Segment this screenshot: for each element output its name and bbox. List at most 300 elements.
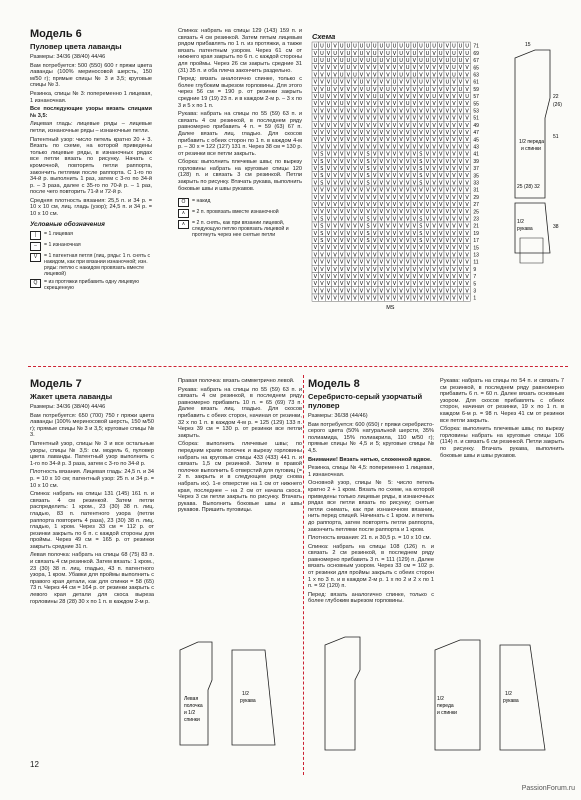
chart-row-number: 21: [473, 223, 479, 230]
chart-symbol: V: [339, 108, 344, 115]
chart-symbol: V: [405, 245, 410, 252]
chart-symbol: V: [405, 50, 410, 57]
chart-symbol: V: [432, 266, 436, 273]
chart-symbol: V: [353, 295, 357, 302]
chart-symbol: V: [353, 266, 357, 273]
chart-symbol: V: [405, 115, 410, 122]
chart-symbol: U: [425, 58, 430, 64]
chart-symbol: V: [432, 180, 436, 187]
legend-row: O = накид: [178, 198, 302, 207]
chart-symbol: U: [392, 58, 397, 64]
chart-symbol: V: [445, 180, 450, 187]
chart-symbol: V: [359, 180, 364, 187]
chart-symbol: V: [333, 266, 337, 273]
chart-symbol: V: [419, 252, 423, 259]
chart-symbol: V: [438, 130, 443, 136]
rapport-label: МS: [386, 305, 395, 312]
chart-symbol: V: [372, 274, 377, 280]
chart-symbol: V: [452, 259, 456, 266]
chart-symbol: V: [452, 187, 456, 194]
chart-symbol: V: [399, 108, 403, 115]
chart-symbol: V: [432, 122, 436, 129]
chart-symbol: V: [452, 79, 456, 86]
chart-symbol: V: [339, 295, 344, 302]
chart-row-number: 55: [473, 101, 479, 108]
chart-symbol: U: [320, 43, 324, 50]
chart-symbol: V: [399, 101, 403, 108]
chart-symbol: V: [445, 187, 450, 194]
chart-symbol: V: [339, 209, 344, 216]
chart-symbol: U: [445, 79, 450, 86]
chart-symbol: V: [386, 223, 390, 230]
chart-symbol: V: [465, 130, 469, 136]
chart-symbol: S: [320, 180, 324, 187]
chart-symbol: V: [326, 238, 331, 244]
chart-symbol: V: [359, 137, 364, 144]
chart-symbol: V: [366, 101, 370, 108]
chart-symbol: S: [366, 166, 370, 172]
chart-symbol: V: [405, 288, 410, 295]
chart-symbol: V: [458, 151, 463, 158]
chart-symbol: V: [372, 166, 377, 172]
chart-symbol: V: [458, 209, 463, 216]
chart-symbol: V: [392, 230, 397, 237]
model6-pattern: Патентный узор: число петель кратно 20 + 3. Вязать по схеме, на которой приведены только лицевые ряды, в изнаночных рядах все петли вязать по рисунку. Начать с кромочной, повторять петли раппорта, закончить петлями после раппорта. С 1-го по 34-й р. выполнить 1 раз, затем с 3-го по 34-й р. – 3 раза, далее с 35-го по 70-й р. – 1 раз, после чего повторить 71-й и 72-й р.: [30, 136, 152, 196]
chart-row-number: 39: [473, 158, 479, 165]
chart-symbol: V: [438, 252, 443, 259]
chart-symbol: V: [445, 151, 450, 158]
chart-symbol: S: [419, 223, 423, 230]
chart-symbol: V: [313, 166, 318, 172]
chart-symbol: V: [445, 166, 450, 172]
chart-symbol: V: [379, 137, 384, 144]
chart-symbol: V: [432, 223, 436, 230]
chart-row-number: 7: [473, 274, 477, 281]
chart-symbol: V: [313, 252, 318, 259]
chart-row-number: 51: [473, 115, 479, 122]
chart-symbol: V: [379, 252, 384, 259]
chart-symbol: V: [425, 252, 430, 259]
chart-symbol: V: [392, 194, 397, 201]
chart-symbol: S: [419, 238, 423, 244]
chart-symbol: V: [458, 166, 463, 172]
model6-schematic: [505, 38, 575, 278]
chart-symbol: V: [432, 101, 436, 108]
chart-symbol: V: [438, 108, 443, 115]
chart-symbol: V: [445, 137, 450, 144]
chart-symbol: V: [419, 115, 423, 122]
chart-symbol: U: [465, 50, 469, 57]
chart-symbol: S: [320, 216, 324, 223]
chart-symbol: V: [366, 252, 370, 259]
chart-symbol: V: [379, 180, 384, 187]
schema-label: рукава: [503, 698, 519, 704]
chart-symbol: U: [320, 58, 324, 64]
chart-symbol: V: [320, 115, 324, 122]
chart-symbol: V: [339, 130, 344, 136]
chart-symbol: V: [405, 180, 410, 187]
chart-symbol: V: [438, 166, 443, 172]
chart-symbol: V: [379, 72, 384, 79]
model7-right-front: Правая полочка: вязать симметрично левой.: [178, 378, 295, 384]
chart-symbol: V: [366, 79, 370, 86]
chart-symbol: V: [366, 202, 370, 208]
chart-symbol: U: [432, 94, 436, 100]
chart-symbol: V: [333, 72, 337, 79]
chart-symbol: U: [353, 43, 357, 50]
chart-symbol: V: [359, 259, 364, 266]
chart-symbol: V: [353, 94, 357, 100]
chart-symbol: V: [346, 166, 351, 172]
schema-label: и спинки: [437, 710, 457, 716]
chart-symbol: V: [353, 166, 357, 172]
chart-symbol: V: [372, 194, 377, 201]
chart-symbol: V: [386, 122, 390, 129]
chart-symbol: V: [379, 266, 384, 273]
chart-symbol: V: [425, 144, 430, 151]
chart-symbol: V: [392, 144, 397, 151]
chart-symbol: V: [372, 281, 377, 288]
chart-symbol: V: [379, 259, 384, 266]
chart-row-number: 63: [473, 72, 479, 79]
model6-stockinette: Лицевая гладь: лицевые ряды – лицевые петли, изнаночные ряды – изнаночные петли.: [30, 121, 152, 134]
chart-symbol: V: [386, 72, 390, 79]
chart-symbol: V: [419, 50, 423, 57]
chart-symbol: V: [465, 144, 469, 151]
chart-row-number: 11: [473, 259, 479, 266]
chart-symbol: V: [425, 151, 430, 158]
chart-symbol: V: [372, 295, 377, 302]
chart-symbol: V: [392, 94, 397, 100]
chart-symbol: V: [432, 230, 436, 237]
chart-symbol: V: [405, 259, 410, 266]
chart-symbol: V: [412, 122, 417, 129]
chart-row-number: 27: [473, 202, 479, 209]
chart-symbol: V: [386, 230, 390, 237]
chart-symbol: V: [359, 194, 364, 201]
chart-symbol: V: [353, 187, 357, 194]
chart-symbol: V: [419, 187, 423, 194]
model7-column-2: [178, 378, 302, 628]
chart-symbol: V: [458, 180, 463, 187]
chart-symbol: V: [313, 202, 318, 208]
chart-symbol: V: [359, 72, 364, 79]
chart-symbol: V: [353, 144, 357, 151]
chart-symbol: U: [425, 43, 430, 50]
chart-symbol: V: [405, 281, 410, 288]
chart-symbol: V: [346, 144, 351, 151]
chart-symbol: V: [366, 187, 370, 194]
model6-column-2: [178, 28, 302, 366]
chart-symbol: U: [366, 43, 370, 50]
chart-row-number: 53: [473, 108, 479, 115]
chart-row-number: 61: [473, 79, 479, 86]
chart-symbol: V: [399, 79, 403, 86]
chart-symbol: V: [359, 288, 364, 295]
chart-row-number: 37: [473, 166, 479, 173]
chart-symbol: V: [412, 65, 417, 72]
chart-symbol: V: [405, 194, 410, 201]
model7-gauge: Плотность вязания. Лицевая гладь: 24,5 п. и 34 р. = 10 х 10 см; патентный узор: 25 п. и 34 р. = 10 х 10 см.: [30, 469, 154, 489]
chart-symbol: V: [438, 230, 443, 237]
chart-symbol: V: [313, 187, 318, 194]
chart-symbol: V: [386, 94, 390, 100]
chart-symbol: V: [353, 137, 357, 144]
chart-symbol: V: [412, 266, 417, 273]
chart-symbol: V: [326, 209, 331, 216]
chart-symbol: V: [339, 65, 344, 72]
chart-symbol: V: [432, 130, 436, 136]
chart-symbol: V: [333, 43, 337, 50]
chart-symbol: V: [432, 173, 436, 180]
chart-symbol: V: [339, 86, 344, 93]
chart-symbol: V: [458, 274, 463, 280]
chart-symbol: V: [359, 130, 364, 136]
chart-symbol: V: [432, 86, 436, 93]
chart-symbol: V: [359, 223, 364, 230]
chart-symbol: V: [353, 50, 357, 57]
chart-row-number: 15: [473, 245, 479, 252]
chart-symbol: U: [359, 79, 364, 86]
chart-symbol: V: [372, 65, 377, 72]
chart-symbol: U: [425, 86, 430, 93]
chart-symbol: V: [392, 187, 397, 194]
chart-symbol: V: [320, 259, 324, 266]
chart-symbol: V: [339, 216, 344, 223]
chart-symbol: V: [326, 65, 331, 72]
chart-symbol: S: [320, 158, 324, 165]
chart-symbol: U: [405, 101, 410, 108]
chart-symbol: V: [445, 259, 450, 266]
chart-symbol: V: [353, 274, 357, 280]
chart-row-number: 29: [473, 194, 479, 201]
chart-symbol: S: [419, 151, 423, 158]
chart-symbol: V: [379, 223, 384, 230]
chart-symbol: V: [379, 274, 384, 280]
chart-symbol: V: [452, 101, 456, 108]
chart-symbol: V: [339, 151, 344, 158]
chart-symbol: V: [405, 86, 410, 93]
chart-symbol: V: [333, 187, 337, 194]
chart-symbol: V: [438, 259, 443, 266]
chart-symbol: V: [412, 86, 417, 93]
chart-symbol: V: [412, 180, 417, 187]
chart-symbol: V: [445, 252, 450, 259]
chart-symbol: V: [326, 122, 331, 129]
chart-symbol: V: [339, 202, 344, 208]
chart-symbol: V: [452, 238, 456, 244]
chart-symbol: V: [452, 130, 456, 136]
chart-symbol: V: [412, 238, 417, 244]
chart-symbol: V: [452, 94, 456, 100]
chart-symbol: V: [438, 86, 443, 93]
chart-symbol: V: [465, 295, 469, 302]
model8-assembly: Сборка: выполнить плечевые швы; по вырезу горловины набрать на круговые спицы 106 (114) п. и связать 6 см резинкой. Петли закрыть по рисунку. Втачать рукава, выполнить боковые швы и швы рукавов.: [440, 426, 564, 459]
chart-symbol: V: [359, 94, 364, 100]
chart-symbol: V: [386, 108, 390, 115]
chart-symbol: V: [392, 209, 397, 216]
chart-symbol: V: [326, 158, 331, 165]
chart-symbol: V: [366, 281, 370, 288]
chart-symbol: V: [359, 252, 364, 259]
chart-symbol: V: [412, 173, 417, 180]
chart-symbol: V: [320, 101, 324, 108]
chart-symbol: V: [432, 295, 436, 302]
chart-symbol: V: [412, 281, 417, 288]
chart-symbol: V: [346, 151, 351, 158]
chart-symbol: V: [320, 295, 324, 302]
divider: [28, 366, 568, 367]
schema-label: 15: [525, 42, 531, 48]
chart-symbol: U: [353, 58, 357, 64]
chart-symbol: V: [379, 173, 384, 180]
model7-left-front: Левая полочка: набрать на спицы 68 (75) 83 п. и связать 4 см резинкой. Затем вязать: 1 кром., 23 (30) 38 п. лиц. гладью, 43 п. патентного узора, 1 кром. Убавки для проймы выполнить с правого края детали, как для спинки = 58 (65) 73 п. Через 44 см = 164 р. от резинки закрыть с левого края детали для скоса выреза горловины 28 (28) 30 х по 1 п. в каждом 2-м р.: [30, 552, 154, 605]
chart-symbol: U: [386, 50, 390, 57]
schema-label: 1/2 переда: [519, 139, 544, 145]
chart-symbol: V: [445, 230, 450, 237]
chart-symbol: V: [372, 223, 377, 230]
chart-symbol: V: [425, 72, 430, 79]
chart-symbol: V: [458, 288, 463, 295]
chart-symbol: V: [359, 166, 364, 172]
chart-symbol: V: [372, 180, 377, 187]
chart-symbol: V: [445, 50, 450, 57]
chart-symbol: V: [438, 137, 443, 144]
chart-symbol: V: [452, 223, 456, 230]
chart-symbol: V: [452, 194, 456, 201]
chart-symbol: V: [425, 202, 430, 208]
chart-symbol: V: [353, 245, 357, 252]
schema-label: спинки: [184, 717, 200, 723]
chart-symbol: V: [339, 50, 344, 57]
chart-symbol: V: [399, 137, 403, 144]
chart-symbol: V: [452, 266, 456, 273]
chart-symbol: V: [379, 216, 384, 223]
chart-symbol: V: [452, 158, 456, 165]
chart-symbol: V: [379, 194, 384, 201]
chart-symbol: V: [346, 79, 351, 86]
chart-symbol: S: [366, 173, 370, 180]
chart-symbol: V: [346, 202, 351, 208]
chart-symbol: V: [313, 230, 318, 237]
chart-symbol: U: [326, 43, 331, 50]
chart-symbol: S: [320, 173, 324, 180]
chart-symbol: V: [452, 180, 456, 187]
chart-symbol: V: [346, 137, 351, 144]
chart-symbol: V: [412, 216, 417, 223]
chart-symbol: V: [379, 65, 384, 72]
chart-symbol: V: [333, 209, 337, 216]
chart-symbol: V: [445, 209, 450, 216]
chart-symbol: U: [339, 43, 344, 50]
chart-symbol: V: [313, 65, 318, 72]
chart-symbol: V: [366, 144, 370, 151]
chart-symbol: V: [425, 266, 430, 273]
chart-symbol: V: [326, 137, 331, 144]
chart-symbol: U: [458, 86, 463, 93]
chart-symbol: V: [412, 223, 417, 230]
chart-symbol: V: [465, 180, 469, 187]
chart-symbol: V: [333, 202, 337, 208]
chart-symbol: V: [458, 245, 463, 252]
chart-symbol: V: [465, 252, 469, 259]
chart-symbol: V: [339, 122, 344, 129]
chart-symbol: V: [346, 223, 351, 230]
chart-symbol: V: [399, 94, 403, 100]
chart-symbol: V: [313, 281, 318, 288]
chart-symbol: V: [326, 72, 331, 79]
chart-symbol: V: [359, 101, 364, 108]
model8-column-2: [440, 378, 564, 628]
chart-symbol: V: [432, 194, 436, 201]
chart-symbol: V: [392, 238, 397, 244]
chart-symbol: U: [452, 58, 456, 64]
schema-label: 1/2: [517, 219, 524, 225]
model6-subtitle: Пуловер цвета лаванды: [30, 42, 122, 51]
chart-symbol: V: [465, 230, 469, 237]
chart-symbol: V: [313, 151, 318, 158]
chart-symbol: V: [465, 259, 469, 266]
chart-symbol: V: [320, 187, 324, 194]
chart-symbol: V: [465, 79, 469, 86]
chart-symbol: V: [313, 209, 318, 216]
model7-sleeves: Рукава: набрать на спицы по 55 (59) 63 п. и связать 4 см резинкой, в последнем ряду равномерно прибавить 10 п. = 65 (69) 73 п. Далее вязать лиц. гладью. Для скосов прибавить с обеих сторон, начиная от резинки, 32 х по 1 п. в каждом 4-м р. = 125 (129) 133 п. Через 39 см = 130 р. от резинки все петли закрыть.: [178, 386, 302, 439]
model8-materials: Вам потребуется: 600 (650) г пряжи серебристо-серого цвета (50% натуральной шерсти, 35% полиамида, 15% полиакрила, 110 м/50 г); прямые спицы № 4,5 и 5; круговые спицы № 4,5.: [308, 421, 434, 454]
chart-symbol: V: [465, 238, 469, 244]
chart-symbol: V: [326, 274, 331, 280]
chart-row-number: 47: [473, 130, 479, 137]
chart-symbol: V: [346, 274, 351, 280]
chart-symbol: V: [399, 238, 403, 244]
legend-row: ∧ = 2 п. снять, как при вязании лицевой, следующую петлю провязать лицевой и протянуть через нее снятые петли: [178, 220, 302, 238]
chart-symbol: V: [353, 216, 357, 223]
chart-symbol: V: [372, 238, 377, 244]
chart-symbol: V: [425, 238, 430, 244]
chart-symbol: V: [405, 202, 410, 208]
chart-symbol: V: [465, 137, 469, 144]
chart-symbol: V: [339, 115, 344, 122]
chart-symbol: V: [432, 238, 436, 244]
chart-symbol: V: [326, 115, 331, 122]
chart-symbol: V: [445, 43, 450, 50]
chart-symbol: U: [320, 94, 324, 100]
chart-symbol: V: [405, 274, 410, 280]
chart-symbol: U: [452, 43, 456, 50]
chart-symbol: V: [320, 86, 324, 93]
chart-symbol: U: [452, 50, 456, 57]
chart-symbol: V: [419, 86, 423, 93]
chart-symbol: V: [432, 252, 436, 259]
chart-symbol: V: [366, 259, 370, 266]
chart-symbol: V: [465, 58, 469, 64]
chart-symbol: V: [353, 288, 357, 295]
chart-symbol: V: [445, 65, 450, 72]
chart-symbol: V: [452, 86, 456, 93]
schema-label: 38: [553, 224, 559, 230]
chart-symbol: V: [366, 72, 370, 79]
chart-symbol: V: [425, 65, 430, 72]
chart-symbol: V: [425, 223, 430, 230]
chart-symbol: V: [458, 238, 463, 244]
model8-back: Спинка: набрать на спицы 108 (126) п. и связать 2 см резинкой, в последнем ряду равномерно прибавить 3 п. = 111 (129) п. Далее вязать основным узором. Через 33 см = 102 р. от резинки для проймы закрыть с обеих сторон 1 х по 3 п. и в каждом 2-м р. 1 х по 2 и 2 х по 1 п. = 92 (120) п.: [308, 543, 434, 590]
chart-symbol: S: [320, 166, 324, 172]
chart-symbol: V: [313, 101, 318, 108]
chart-symbol: V: [445, 194, 450, 201]
knitting-chart: [310, 40, 510, 320]
chart-symbol: V: [326, 216, 331, 223]
model6-assembly: Сборка: выполнить плечевые швы; по вырезу горловины набрать на круговые спицы 120 (128) п. и связать 3 см резинкой. Петли закрыть по рисунку. Втачать рукава, выполнить боковые швы и швы рукавов.: [178, 159, 302, 192]
chart-symbol: V: [379, 115, 384, 122]
